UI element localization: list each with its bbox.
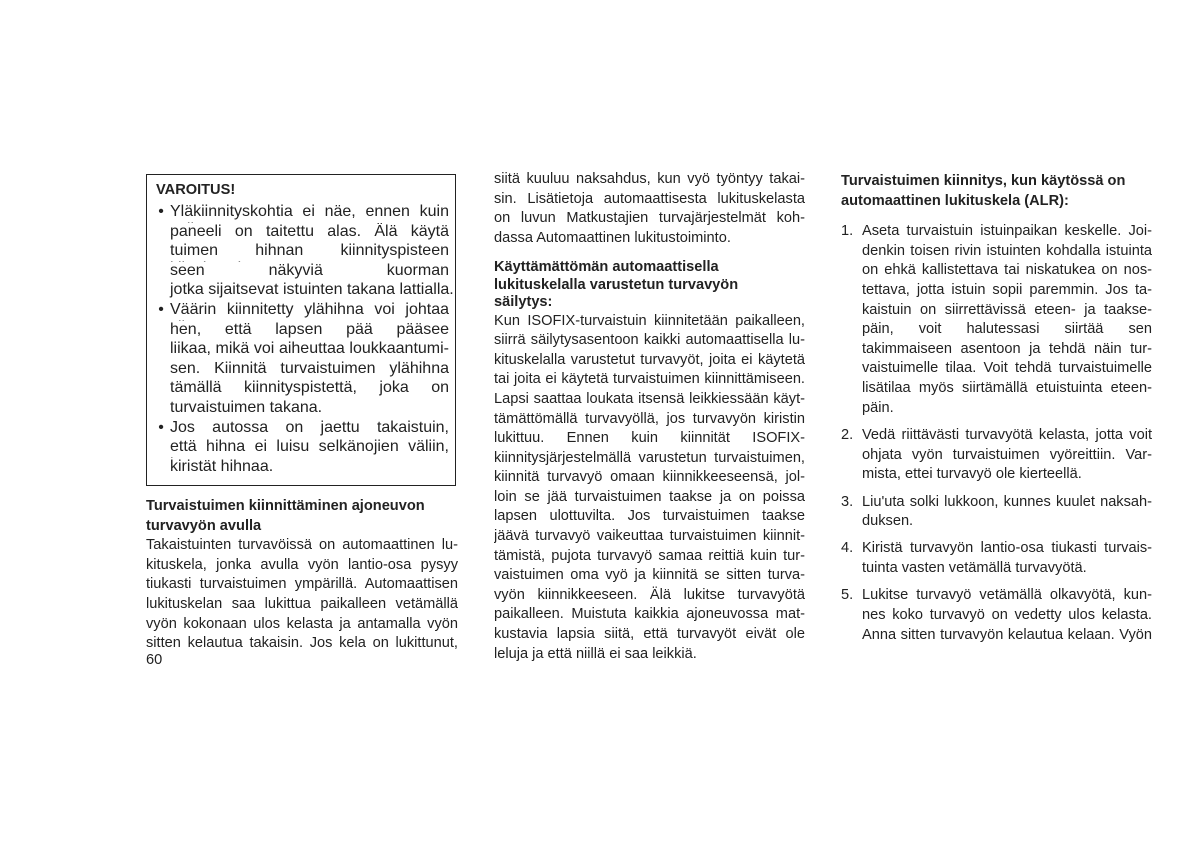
step-number: 5.	[841, 587, 854, 604]
text-line: kiristät hihnaa.	[170, 457, 274, 475]
text-line: on ehkä kallistettava tai niskatukea on nos-	[862, 262, 1152, 279]
step-number: 3.	[841, 493, 854, 510]
text-line: Jos autossa on jaettu takaistuin,	[170, 418, 449, 436]
warning-bullet-item	[155, 419, 449, 478]
text-line: sin. Lisätietoja automaattisesta lukituskelasta	[494, 190, 805, 207]
text-line: tämistä, pujota turvavyö samaa reittiä kuin tur-	[494, 547, 805, 564]
text-line: Lukitse turvavyö vetämällä olkavyötä, kun-	[862, 587, 1152, 604]
section-heading: Turvaistuimen kiinnitys, kun käytössä on	[841, 173, 1126, 189]
step-item	[841, 222, 1152, 418]
text-line: tettava, jotta istuin sopii paremmin. Jos ta-	[862, 281, 1152, 298]
text-line: lapsen ulottuvilta. Jos turvaistuimen taakse	[494, 508, 805, 525]
step-item	[841, 426, 1152, 485]
text-line: paikalleen. Muistuta kaikkia ajoneuvossa mat-	[494, 606, 805, 623]
text-line: vyön kokonaan ulos kelasta ja antamalla vyön	[146, 615, 458, 632]
column-2	[494, 170, 805, 664]
text-line: denkin toisen rivin istuinten kohdalla istuinta	[862, 242, 1152, 259]
text-line: leluja ja että niillä ei saa leikkiä.	[494, 645, 697, 662]
text-line: Kiristä turvavyön lantio-osa tiukasti turvais-	[862, 540, 1152, 557]
warning-box	[146, 174, 456, 486]
text-line: hen, että lapsen pää pääsee	[170, 320, 449, 338]
step-number: 1.	[841, 223, 854, 240]
text-line: tuimen hihnan kiinnityspisteen	[170, 242, 449, 260]
continued-paragraph	[494, 170, 805, 248]
text-line: Aseta turvaistuin istuinpaikan keskelle. Joi-	[862, 223, 1152, 240]
text-line: Kun ISOFIX-turvaistuin kiinnitetään paikalleen,	[494, 312, 805, 329]
seatbelt-installation-section	[146, 497, 458, 654]
text-line: kituskela, jonka avulla vyön lantio-osa pysyy	[146, 556, 458, 573]
text-line: päin, voit halutessasi siirtää sen	[862, 321, 1152, 338]
text-line: loin se jää turvaistuimen taakse ja on poissa	[494, 488, 805, 505]
text-line: tai joita ei käytetä turvaistuimen kiinnittämiseen.	[494, 371, 805, 388]
text-line: tuinta vasten vetämällä turvavyötä.	[862, 560, 1087, 577]
text-line: dassa Automaattinen lukitustoiminto.	[494, 229, 731, 246]
text-line: ohjata vyön turvaistuimen vyöreittiin. Var-	[862, 446, 1152, 463]
text-line: Takaistuinten turvavöissä on automaattinen lu-	[146, 537, 458, 554]
step-item	[841, 493, 1152, 532]
text-line: jotka sijaitsevat istuinten takana lattialla.	[170, 281, 454, 299]
warning-title: VAROITUS!	[156, 182, 236, 198]
text-line: tiukasti turvaistuimen ympärillä. Automaattisen	[146, 576, 458, 593]
text-line: nes koko turvavyö on vedetty ulos kelasta.	[862, 607, 1152, 624]
text-line: sen. Kiinnitä turvaistuimen ylähihna	[170, 359, 449, 377]
text-line: vaistuimelle tilaa. Voit tehdä turvaistuimelle	[862, 360, 1152, 377]
text-line: tämättömällä turvavyöllä, jos turvavyön kiristin	[494, 410, 805, 427]
text-line: siitä kuuluu naksahdus, kun vyö työntyy takai-	[494, 171, 805, 187]
bullet-icon: •	[158, 300, 164, 318]
text-line: Lapsi saattaa loukata itsensä leikkiessään käyt-	[494, 390, 805, 407]
page-number: 60	[146, 652, 163, 668]
text-line: takimmaiseen asentoon ja tehdä näin tur-	[862, 340, 1152, 357]
text-line: Vedä riittävästi turvavyötä kelasta, jotta voit	[862, 426, 1152, 443]
section-heading: lukituskelalla varustetun turvavyön	[494, 276, 739, 293]
text-line: vaistuimen oma vyö ja kiinnitä se sitten turva-	[494, 567, 805, 584]
text-line: kiinnitä turvavyö omaan kiinnikkeeseensä, jol-	[494, 469, 805, 486]
text-line: että hihna ei luisu selkänojien väliin,	[170, 438, 449, 456]
column-3	[841, 172, 1152, 653]
bullet-icon: •	[158, 418, 164, 436]
text-line: kituskelalla varustetut turvavyöt, joita ei käytetä	[494, 351, 805, 368]
text-line: duksen.	[862, 513, 914, 530]
text-line: Liu'uta solki lukkoon, kunnes kuulet naksah-	[862, 493, 1152, 510]
text-line: sitten kelautua takaisin. Jos kela on lukittunut,	[146, 635, 458, 652]
text-line: paneeli on taitettu alas. Älä käytä	[170, 222, 449, 240]
text-line: Yläkiinnityskohtia ei näe, ennen kuin	[170, 203, 449, 220]
text-line: kiinnitysjärjestelmällä varustetun turvaistuimen,	[494, 449, 805, 466]
storage-section	[494, 259, 805, 664]
step-item	[841, 539, 1152, 578]
text-line: tämällä kiinnityspistettä, joka on	[170, 379, 449, 397]
section-heading: Turvaistuimen kiinnittäminen ajoneuvon	[146, 498, 425, 514]
text-line: Väärin kiinnitetty ylähihna voi johtaa	[170, 300, 449, 318]
text-line: jäävä turvavyö vaikeuttaa turvaistuimen kiinnit-	[494, 528, 805, 545]
warning-bullet-item	[155, 203, 454, 301]
section-heading: turvavyön avulla	[146, 517, 262, 534]
text-line: kaistuin on siirrettävissä eteen- ja taakse-	[862, 301, 1152, 318]
text-line: siirrä säilytysasentoon kaikki automaattisella lu-	[494, 332, 805, 349]
warning-bullet-item	[155, 301, 449, 419]
text-line: Anna sitten turvavyön kelautua kelaan. Vyön	[862, 626, 1152, 643]
section-heading: automaattinen lukituskela (ALR):	[841, 192, 1069, 209]
text-line: vyön kiinnikkeeseen. Älä lukitse turvavyötä	[494, 586, 805, 603]
step-item	[841, 586, 1152, 645]
section-heading: Käyttämättömän automaattisella	[494, 259, 719, 276]
bullet-icon: •	[158, 203, 164, 220]
text-line: lukittuu. Ennen kuin kiinnität ISOFIX-	[494, 430, 805, 447]
text-line: liikaa, mikä voi aiheuttaa loukkaantumi-	[170, 340, 449, 358]
step-number: 2.	[841, 426, 854, 443]
text-line: turvaistuimen takana.	[170, 398, 323, 416]
step-number: 4.	[841, 540, 854, 557]
text-line: seen näkyviä kuorman	[170, 261, 449, 279]
section-heading: säilytys:	[494, 294, 553, 311]
text-line: on luvun Matkustajien turvajärjestelmät koh-	[494, 210, 805, 227]
text-line: lukituskelan saa lukittua paikalleen vetämällä	[146, 595, 458, 612]
text-line: mista, ettei turvavyö ole kierteellä.	[862, 466, 1082, 483]
text-line: kustavia lapsia siitä, että turvavyöt eivät ole	[494, 626, 805, 643]
text-line: lisätilaa myös siirtämällä etuistuinta eteen-	[862, 379, 1152, 396]
warning-list	[155, 203, 454, 477]
text-line: päin.	[862, 399, 894, 416]
